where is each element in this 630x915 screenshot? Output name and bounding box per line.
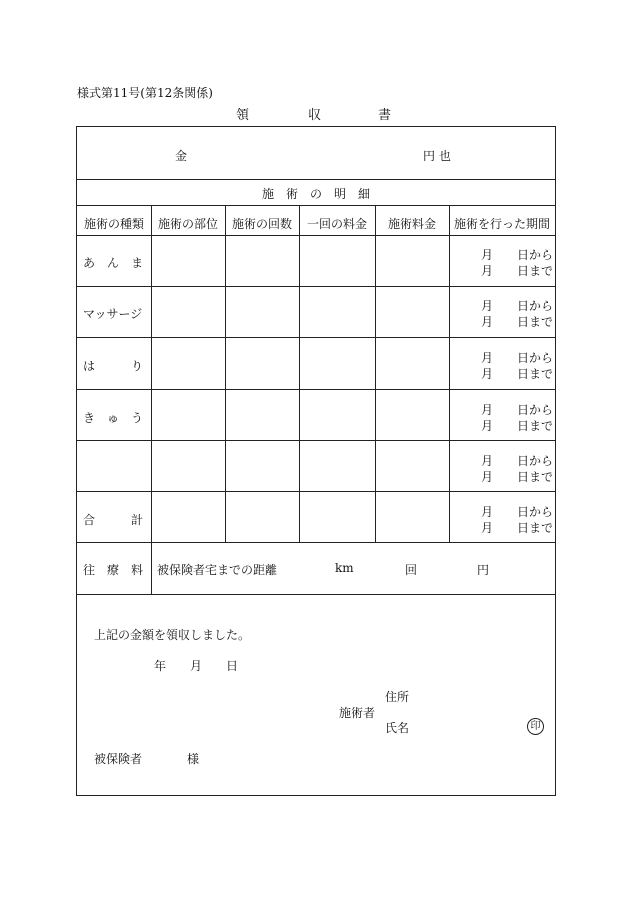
row-period-to: 月 日まで xyxy=(481,419,554,433)
column-header-part: 施術の部位 xyxy=(157,217,218,231)
insured-label: 被保険者 xyxy=(94,752,143,766)
receipt-statement: 上記の金額を領収しました。 xyxy=(94,628,251,642)
row-period-from: 月 日から xyxy=(481,403,554,417)
row-period-to: 月 日まで xyxy=(481,315,554,329)
row-period-from: 月 日から xyxy=(481,299,554,313)
column-header-type: 施術の種類 xyxy=(83,217,144,231)
row-period-from: 月 日から xyxy=(481,454,554,468)
practitioner-address-label: 住所 xyxy=(385,690,410,704)
column-header-count: 施術の回数 xyxy=(231,217,292,231)
travel-yen-unit: 円 xyxy=(477,563,490,577)
title-char-2: 収 xyxy=(308,108,322,123)
travel-fee-label: 往 療 料 xyxy=(83,563,144,577)
title-char-3: 書 xyxy=(378,108,392,123)
receipt-table xyxy=(76,126,556,796)
insured-honorific: 様 xyxy=(187,752,200,766)
row-period-to: 月 日まで xyxy=(481,470,554,484)
row-period-to: 月 日まで xyxy=(481,367,554,381)
practitioner-label: 施術者 xyxy=(339,706,376,720)
row-period-from: 月 日から xyxy=(481,351,554,365)
row-type-total: 合 計 xyxy=(83,513,144,527)
row-type-hari: は り xyxy=(83,359,144,373)
row-type-kyu: き ゅ う xyxy=(83,411,144,425)
column-header-unit-fee: 一回の料金 xyxy=(306,217,367,231)
travel-km-unit: km xyxy=(335,561,354,575)
receipt-date-line: 年 月 日 xyxy=(154,659,239,673)
row-period-to: 月 日まで xyxy=(481,264,554,278)
column-header-period: 施術を行った期間 xyxy=(453,217,550,231)
title-char-1: 領 xyxy=(236,108,250,123)
practitioner-name-label: 氏名 xyxy=(385,721,410,735)
document-title xyxy=(0,104,630,123)
row-type-anma: あ ん ま xyxy=(83,256,144,270)
form-number: 様式第11号(第12条関係) xyxy=(77,86,213,100)
row-period-from: 月 日から xyxy=(481,248,554,262)
row-period-from: 月 日から xyxy=(481,505,554,519)
travel-times-unit: 回 xyxy=(405,563,418,577)
travel-distance-label: 被保険者宅までの距離 xyxy=(157,563,278,577)
seal-icon: 印 xyxy=(527,718,544,735)
amount-prefix: 金 xyxy=(175,149,188,163)
row-period-to: 月 日まで xyxy=(481,521,554,535)
column-header-fee: 施術料金 xyxy=(387,217,436,231)
amount-suffix: 円 也 xyxy=(423,149,451,163)
details-title: 施 術 の 明 細 xyxy=(261,187,370,201)
row-type-massage: マッサージ xyxy=(83,307,143,321)
